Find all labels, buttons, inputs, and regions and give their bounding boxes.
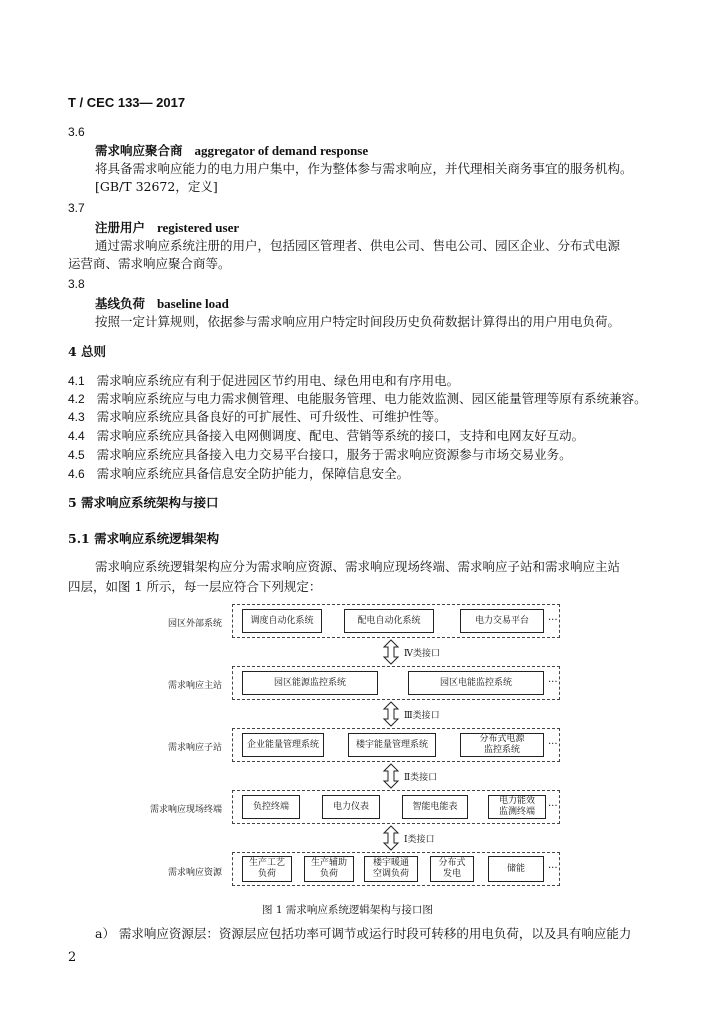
clause-text: 需求响应系统应与电力需求侧管理、电能服务管理、电力能效监测、园区能量管理等原有系统兼容。 bbox=[96, 391, 647, 406]
clause-text: 需求响应系统应具备接入电力交易平台接口，服务于需求响应资源参与市场交易业务。 bbox=[96, 447, 572, 462]
box-production-process-load: 生产工艺 负荷 bbox=[242, 856, 292, 882]
row-label-external: 园区外部系统 bbox=[167, 619, 222, 629]
box-energy-storage: 储能 bbox=[488, 856, 544, 882]
page-number: 2 bbox=[68, 950, 77, 965]
term-3-7-en: registered user bbox=[156, 220, 240, 235]
clause-text: 需求响应系统应具备信息安全防护能力，保障信息安全。 bbox=[96, 466, 410, 481]
box-building-energy-management: 楼宇能量管理系统 bbox=[348, 733, 436, 757]
section-5-1-title: 5.1 需求响应系统逻辑架构 bbox=[68, 531, 220, 546]
section-3-7-number: 3.7 bbox=[68, 201, 85, 215]
term-3-7 bbox=[95, 219, 239, 237]
clause-number: 4.6 bbox=[68, 467, 85, 481]
section-3-6-number: 3.6 bbox=[68, 125, 85, 139]
box-distributed-generation-monitoring: 分布式电源 监控系统 bbox=[460, 733, 544, 757]
box-power-meter: 电力仪表 bbox=[322, 795, 380, 819]
clause-text: 需求响应系统应具备接入电网侧调度、配电、营销等系统的接口，支持和电网友好互动。 bbox=[96, 428, 585, 443]
box-park-energy-monitoring: 园区能源监控系统 bbox=[242, 671, 378, 695]
clause-number: 4.5 bbox=[68, 448, 85, 462]
clause-4-6 bbox=[68, 465, 409, 483]
row-label-substation: 需求响应子站 bbox=[167, 743, 222, 753]
section-5-1-para-line1: 需求响应系统逻辑架构应分为需求响应资源、需求响应现场终端、需求响应子站和需求响应主站 bbox=[95, 559, 621, 574]
more-ellipsis: ... bbox=[548, 860, 558, 871]
box-production-auxiliary-load: 生产辅助 负荷 bbox=[304, 856, 354, 882]
interface-label-iii: Ⅲ类接口 bbox=[404, 711, 440, 721]
more-ellipsis: ... bbox=[548, 612, 558, 623]
box-efficiency-monitoring-terminal: 电力能效 监测终端 bbox=[488, 795, 546, 819]
more-ellipsis: ... bbox=[548, 736, 558, 747]
term-3-8-en: baseline load bbox=[156, 296, 229, 311]
term-3-6-en: aggregator of demand response bbox=[194, 143, 369, 158]
definition-3-8: 按照一定计算规则，依据参与需求响应用户特定时间段历史负荷数据计算得出的用户用电负荷。 bbox=[95, 314, 621, 329]
clause-4-3 bbox=[68, 408, 447, 426]
clause-4-4 bbox=[68, 427, 584, 445]
double-arrow-icon bbox=[382, 639, 400, 665]
row-label-resources: 需求响应资源 bbox=[167, 868, 222, 878]
row-label-master: 需求响应主站 bbox=[167, 681, 222, 691]
box-dispatch-automation: 调度自动化系统 bbox=[242, 609, 322, 633]
double-arrow-icon bbox=[382, 763, 400, 789]
box-load-control-terminal: 负控终端 bbox=[242, 795, 300, 819]
clause-4-2 bbox=[68, 390, 647, 408]
box-distributed-generation: 分布式 发电 bbox=[430, 856, 474, 882]
interface-label-ii: Ⅱ类接口 bbox=[404, 773, 438, 783]
clause-4-5 bbox=[68, 446, 572, 464]
section-5-title: 5 需求响应系统架构与接口 bbox=[68, 495, 219, 510]
section-3-8-number: 3.8 bbox=[68, 277, 85, 291]
more-ellipsis: ... bbox=[548, 798, 558, 809]
term-3-6-cn: 需求响应聚合商 bbox=[95, 143, 183, 158]
row-label-field-terminal: 需求响应现场终端 bbox=[149, 805, 222, 815]
more-ellipsis: ... bbox=[548, 674, 558, 685]
section-4-title: 4 总则 bbox=[68, 344, 107, 359]
interface-label-i: Ⅰ类接口 bbox=[404, 835, 435, 845]
interface-label-iv: Ⅳ类接口 bbox=[404, 649, 440, 659]
clause-text: 需求响应系统应具备良好的可扩展性、可升级性、可维护性等。 bbox=[96, 409, 447, 424]
figure-caption: 图 1 需求响应系统逻辑架构与接口图 bbox=[262, 904, 433, 916]
definition-3-6: 将具备需求响应能力的电力用户集中，作为整体参与需求响应，并代理相关商务事宜的服务机构。 bbox=[95, 161, 633, 176]
reference-3-6: [GB/T 32672，定义] bbox=[95, 179, 218, 194]
term-3-7-cn: 注册用户 bbox=[95, 220, 146, 235]
clause-number: 4.2 bbox=[68, 392, 85, 406]
definition-3-7-line2: 运营商、需求响应聚合商等。 bbox=[68, 256, 231, 271]
box-park-power-monitoring: 园区电能监控系统 bbox=[408, 671, 544, 695]
clause-4-1 bbox=[68, 372, 459, 390]
box-power-trading-platform: 电力交易平台 bbox=[460, 609, 544, 633]
clause-number: 4.1 bbox=[68, 374, 85, 388]
box-enterprise-energy-management: 企业能量管理系统 bbox=[242, 733, 324, 757]
term-3-8 bbox=[95, 295, 229, 313]
box-smart-energy-meter: 智能电能表 bbox=[402, 795, 468, 819]
standard-code-header: T / CEC 133— 2017 bbox=[68, 95, 186, 110]
term-3-8-cn: 基线负荷 bbox=[95, 296, 146, 311]
double-arrow-icon bbox=[382, 825, 400, 851]
term-3-6 bbox=[95, 142, 368, 160]
box-building-hvac-load: 楼宇暖通 空调负荷 bbox=[364, 856, 418, 882]
resource-layer-paragraph: a） 需求响应资源层：资源层应包括功率可调节或运行时段可转移的用电负荷，以及具有响应能力 bbox=[95, 926, 632, 941]
double-arrow-icon bbox=[382, 701, 400, 727]
box-distribution-automation: 配电自动化系统 bbox=[344, 609, 434, 633]
clause-number: 4.4 bbox=[68, 429, 85, 443]
clause-text: 需求响应系统应有利于促进园区节约用电、绿色用电和有序用电。 bbox=[96, 373, 460, 388]
clause-number: 4.3 bbox=[68, 410, 85, 424]
definition-3-7-line1: 通过需求响应系统注册的用户，包括园区管理者、供电公司、售电公司、园区企业、分布式电源 bbox=[95, 238, 621, 253]
section-5-1-para-line2: 四层，如图 1 所示，每一层应符合下列规定： bbox=[68, 579, 322, 594]
